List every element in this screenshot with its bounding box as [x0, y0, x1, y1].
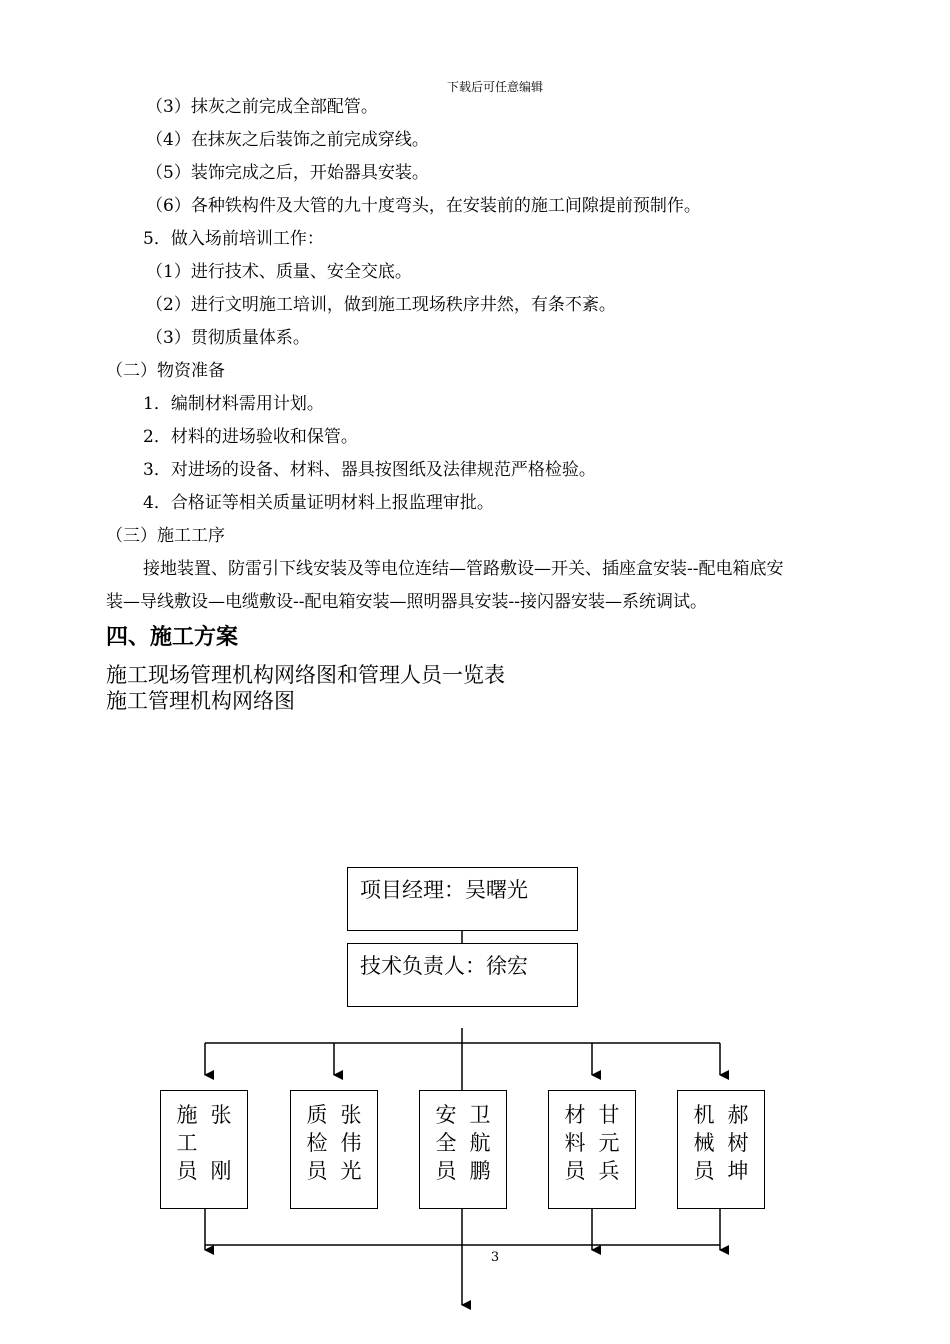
role-char: 员 [435, 1159, 457, 1183]
name-char: 伟 [340, 1131, 362, 1155]
name-char: 张 [340, 1103, 362, 1127]
page-number: 3 [490, 1250, 500, 1265]
text-line: 4．合格证等相关质量证明材料上报监理审批。 [143, 493, 494, 513]
manager-label: 项目经理：吴曙光 [360, 878, 528, 902]
name-char: 鹏 [469, 1159, 491, 1183]
page-header: 下载后可任意编辑 [446, 80, 543, 94]
chapter-heading: 四、施工方案 [106, 625, 239, 650]
text-line: （1）进行技术、质量、安全交底。 [146, 262, 412, 282]
subtitle: 施工管理机构网络图 [106, 689, 295, 713]
staff-box-materials [548, 1090, 636, 1209]
text-line: 2．材料的进场验收和保管。 [143, 427, 358, 447]
staff-box-safety [419, 1090, 507, 1209]
name-char: 树 [727, 1131, 749, 1155]
role-char: 员 [306, 1159, 328, 1183]
text-line: 1．编制材料需用计划。 [143, 394, 324, 414]
section-heading: （二）物资准备 [106, 361, 225, 381]
text-line: 5．做入场前培训工作： [143, 229, 324, 249]
subtitle: 施工现场管理机构网络图和管理人员一览表 [106, 663, 505, 687]
text-line: 3．对进场的设备、材料、器具按图纸及法律规范严格检验。 [143, 460, 596, 480]
role-char: 员 [176, 1159, 198, 1183]
role-char: 械 [693, 1131, 715, 1155]
role-char: 工 [176, 1131, 198, 1155]
role-char: 料 [564, 1131, 586, 1155]
text-line: （4）在抹灰之后装饰之前完成穿线。 [146, 130, 429, 150]
role-char: 员 [693, 1159, 715, 1183]
name-char: 兵 [598, 1159, 620, 1183]
text-line: （6）各种铁构件及大管的九十度弯头，在安装前的施工间隙提前预制作。 [146, 196, 701, 216]
name-char: 光 [340, 1159, 362, 1183]
manager-box [347, 867, 578, 931]
name-char: 元 [598, 1131, 620, 1155]
section-heading: （三）施工工序 [106, 526, 225, 546]
staff-box-construction [160, 1090, 248, 1209]
role-char: 检 [306, 1131, 328, 1155]
name-char: 刚 [210, 1159, 232, 1183]
role-char: 施 [176, 1103, 198, 1127]
name-char: 张 [210, 1103, 232, 1127]
name-char: 卫 [469, 1103, 491, 1127]
text-line: 接地装置、防雷引下线安装及等电位连结—管路敷设—开关、插座盒安装--配电箱底安 [143, 559, 784, 579]
name-char: 甘 [598, 1103, 620, 1127]
tech-lead-box [347, 943, 578, 1007]
role-char: 机 [693, 1103, 715, 1127]
staff-box-machinery [677, 1090, 765, 1209]
role-char: 质 [306, 1103, 328, 1127]
text-line: （5）装饰完成之后，开始器具安装。 [146, 163, 429, 183]
role-char: 员 [564, 1159, 586, 1183]
staff-box-quality [290, 1090, 378, 1209]
text-line: （2）进行文明施工培训，做到施工现场秩序井然，有条不紊。 [146, 295, 616, 315]
tech-lead-label: 技术负责人：徐宏 [360, 954, 528, 978]
role-char: 全 [435, 1131, 457, 1155]
role-char: 安 [435, 1103, 457, 1127]
text-line: 装—导线敷设—电缆敷设--配电箱安装—照明器具安装--接闪器安装—系统调试。 [106, 592, 707, 612]
role-char: 材 [564, 1103, 586, 1127]
name-char: 坤 [727, 1159, 749, 1183]
name-char [209, 1129, 233, 1157]
name-char: 航 [469, 1131, 491, 1155]
text-line: （3）贯彻质量体系。 [146, 328, 310, 348]
text-line: （3）抹灰之前完成全部配管。 [146, 97, 378, 117]
name-char: 郝 [727, 1103, 749, 1127]
